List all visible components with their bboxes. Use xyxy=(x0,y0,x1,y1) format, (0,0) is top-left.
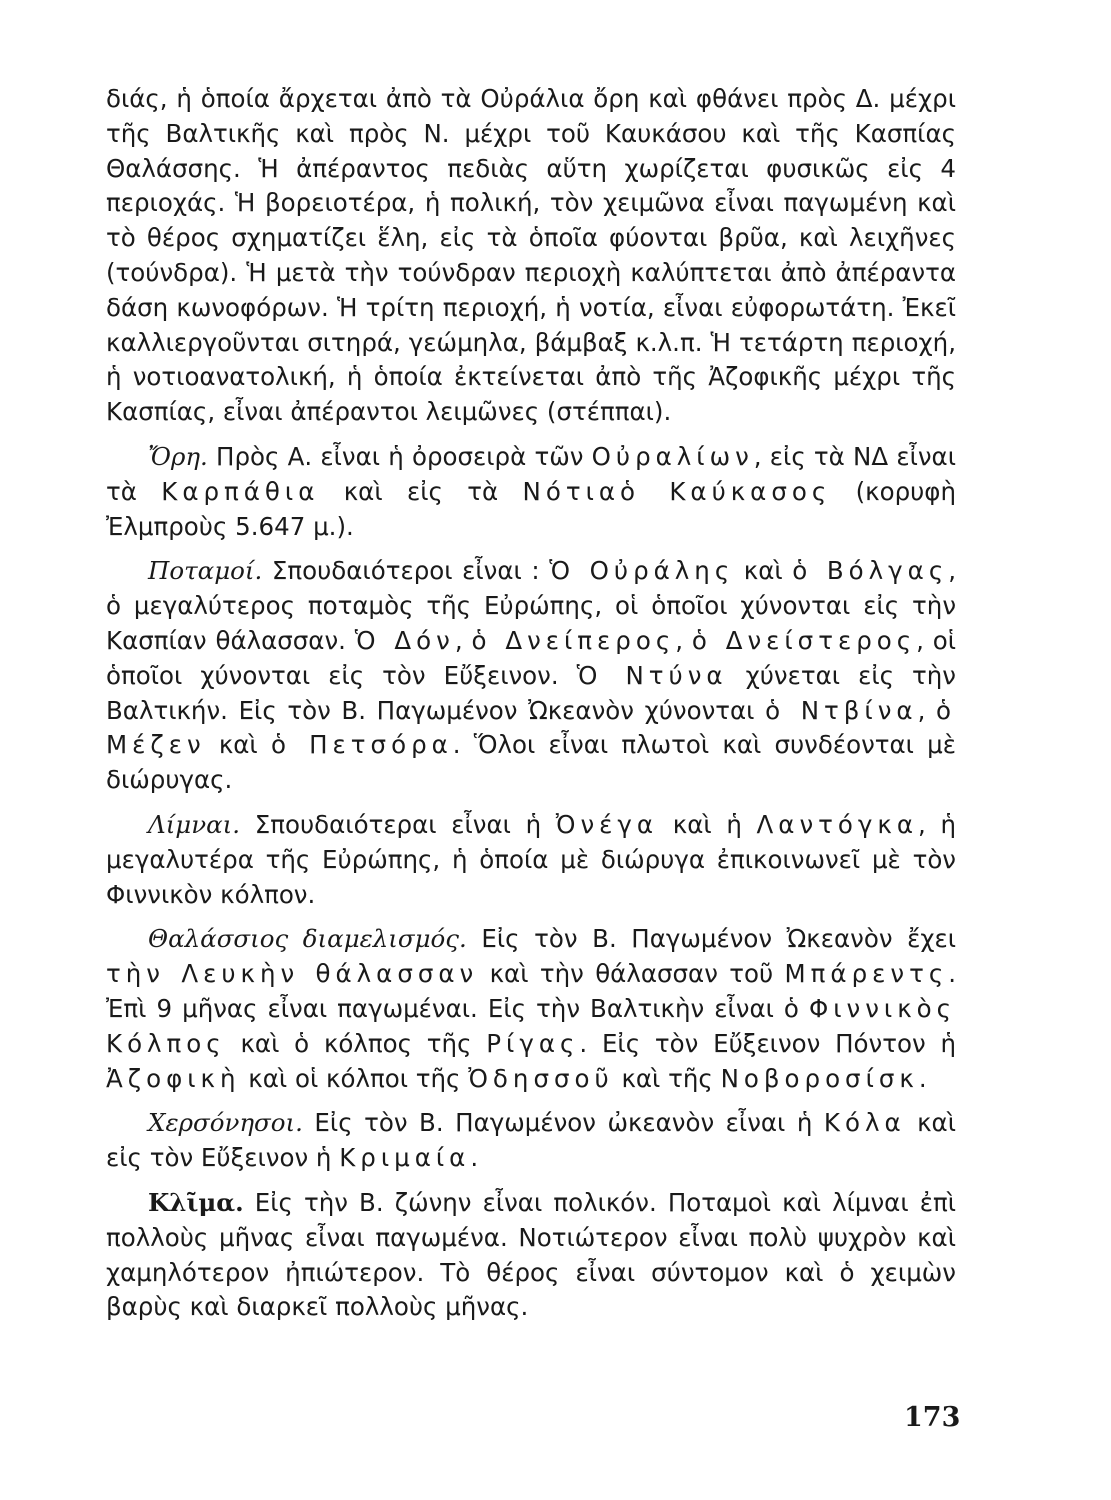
heading-rivers: Ποταμοί. xyxy=(148,556,263,586)
paragraph-rivers xyxy=(106,554,956,798)
spaced-name: Ὀνέγα xyxy=(555,809,659,839)
paragraph-climate xyxy=(106,1186,956,1325)
spaced-name: Ὁ Δόν xyxy=(354,625,455,655)
text: , εἰς τὰ ΝΔ εἶναι τὰ xyxy=(106,441,956,506)
heading-lakes: Λίμναι. xyxy=(148,809,241,839)
text: . xyxy=(470,1143,479,1173)
spaced-name: Ὁ Οὐράλης xyxy=(549,556,735,586)
spaced-name: Κόλα xyxy=(823,1108,906,1138)
text: , ἡ μεγαλυτέρα τῆς Εὐρώπης, ἡ ὁποία μὲ διώρυγα ἐπικοινωνεῖ μὲ τὸν Φιννικὸν κόλπον. xyxy=(106,809,956,909)
spaced-name: Μπάρεντς xyxy=(784,959,949,989)
spaced-name: Λαντόγκα xyxy=(756,809,918,839)
heading-mountains: Ὄρη. xyxy=(148,441,208,471)
text: . Ὅλοι εἶναι πλωτοὶ καὶ συνδέονται μὲ διώρυγας. xyxy=(106,730,956,795)
text: Εἰς τὸν Β. Παγωμένον ὠκεανὸν εἶναι ἡ xyxy=(302,1108,824,1138)
text: . Εἰς τὸν Εὔξεινον Πόντον ἡ xyxy=(579,1028,956,1058)
paragraph-mountains xyxy=(106,440,956,544)
text: , xyxy=(917,695,936,725)
text: καὶ εἰς τὸν Εὔξεινον ἡ xyxy=(106,1108,957,1173)
spaced-name: ὁ Δνείστερος xyxy=(691,625,917,655)
text: , xyxy=(454,625,472,655)
spaced-name: Καρπάθια xyxy=(161,476,320,506)
spaced-name: Ὁ Ντύνα xyxy=(576,660,728,690)
text: Εἰς τὸν Β. Παγωμένον Ὠκεανὸν ἔχει xyxy=(466,924,957,954)
text: καὶ τῆς xyxy=(613,1063,721,1093)
paragraph-lakes xyxy=(106,808,956,912)
paragraph-peninsulas xyxy=(106,1106,956,1176)
text: , ὁ μεγαλύτερος ποταμὸς τῆς Εὐρώπης, οἱ ὁποῖοι χύνονται εἰς τὴν Κασπίαν θάλασσαν. xyxy=(106,556,956,655)
spaced-name: Ὀδησσοῦ xyxy=(468,1063,614,1093)
spaced-name: Οὐραλίων xyxy=(591,441,754,471)
spaced-name: ὁ Δνείπερος xyxy=(471,625,676,655)
spaced-name: Φιννικὸς Κόλπος xyxy=(106,993,956,1058)
spaced-name: ὁ Πετσόρα xyxy=(270,730,453,760)
heading-peninsulas: Χερσόνησοι. xyxy=(148,1108,303,1138)
spaced-name: Ρίγας xyxy=(486,1028,580,1058)
text: καὶ οἱ κόλποι τῆς xyxy=(240,1063,469,1093)
text: , οἱ ὁποῖοι χύνονται εἰς τὸν Εὔξεινον. xyxy=(106,625,957,690)
paragraph-coastline xyxy=(106,922,956,1096)
heading-climate: Κλῖμα. xyxy=(148,1187,244,1217)
heading-coastline: Θαλάσσιος διαμελισμός. xyxy=(148,924,467,954)
text: καὶ εἰς τὰ xyxy=(319,476,523,506)
spaced-name: τὴν Λευκὴν θάλασσαν xyxy=(106,959,479,989)
spaced-name: ὁ Μέζεν xyxy=(106,695,956,760)
text: χύνεται εἰς τὴν Βαλτικήν. Εἰς τὸν Β. Παγωμένον Ὠκεανὸν χύνονται xyxy=(106,660,956,725)
text: Σπουδαιότεραι εἶναι ἡ xyxy=(240,809,556,839)
text: καὶ xyxy=(205,730,271,760)
text: Πρὸς Α. εἶναι ἡ ὀροσειρὰ τῶν xyxy=(207,441,592,471)
spaced-name: Νότιαὁ Καύκασος xyxy=(522,476,832,506)
spaced-name: Κριμαία xyxy=(339,1143,471,1173)
page-text xyxy=(106,82,956,1335)
spaced-name: ὁ Βόλγας xyxy=(792,556,949,586)
text: καὶ ἡ xyxy=(658,809,757,839)
spaced-name: ὁ Ντβίνα xyxy=(765,695,918,725)
text: . Ἐπὶ 9 μῆνας εἶναι παγωμέναι. Εἰς τὴν Βαλτικὴν εἶναι ὁ xyxy=(106,959,956,1023)
text: καὶ ὁ κόλπος τῆς xyxy=(225,1028,487,1058)
text: , xyxy=(675,625,692,655)
page-number: 173 xyxy=(904,1402,961,1433)
text: (κορυφὴ Ἐλμπροὺς 5.647 μ.). xyxy=(106,476,956,541)
spaced-name: Ἀζοφικὴ xyxy=(106,1063,241,1093)
text: . xyxy=(918,1063,927,1093)
text: Σπουδαιότεροι εἶναι : xyxy=(262,556,550,586)
paragraph-intro xyxy=(106,82,956,430)
text: καὶ τὴν θάλασσαν τοῦ xyxy=(478,959,785,989)
intro-text: διάς, ἡ ὁποία ἄρχεται ἀπὸ τὰ Οὐράλια ὄρη καὶ φθάνει πρὸς Δ. μέχρι τῆς Βαλτικῆς καὶ πρὸς Ν. μέχρι τοῦ Καυκάσου καὶ τῆς Κασπίας Θαλάσσης. Ἡ ἀπέραντος πεδιὰς αὕτη χωρίζεται φυσικῶς εἰς 4 περιοχάς. Ἡ βορειοτέρα, ἡ πολική, τὸν χειμῶνα εἶναι παγωμένη καὶ τὸ θέρος σχηματίζει ἕλη, εἰς τὰ ὁποῖα φύονται βρῦα, καὶ λειχῆνες (τούνδρα). Ἡ μετὰ τὴν τούνδραν περιοχὴ καλύπτεται ἀπὸ ἀπέραντα δάση κωνοφόρων. Ἡ τρίτη περιοχή, ἡ νοτία, εἶναι εὐφορωτάτη. Ἐκεῖ καλλιεργοῦνται σιτηρά, γεώμηλα, βάμβαξ κ.λ.π. Ἡ τετάρτη περιοχή, ἡ νοτιοανατολική, ἡ ὁποία ἐκτείνεται ἀπὸ τῆς Ἀζοφικῆς μέχρι τῆς Κασπίας, εἶναι ἀπέραντοι λειμῶνες (στέππαι). xyxy=(106,84,956,427)
spaced-name: Νοβοροσίσκ xyxy=(720,1063,919,1093)
text: Εἰς τὴν Β. ζώνην εἶναι πολικόν. Ποταμοὶ καὶ λίμναι ἐπὶ πολλοὺς μῆνας εἶναι παγωμένα. Νοτιώτερον εἶναι πολὺ ψυχρὸν καὶ χαμηλότερον ἠπιώτερον. Τὸ θέρος εἶναι σύντομον καὶ ὁ χειμὼν βαρὺς καὶ διαρκεῖ πολλοὺς μῆνας. xyxy=(106,1187,956,1322)
text: καὶ xyxy=(734,556,793,586)
